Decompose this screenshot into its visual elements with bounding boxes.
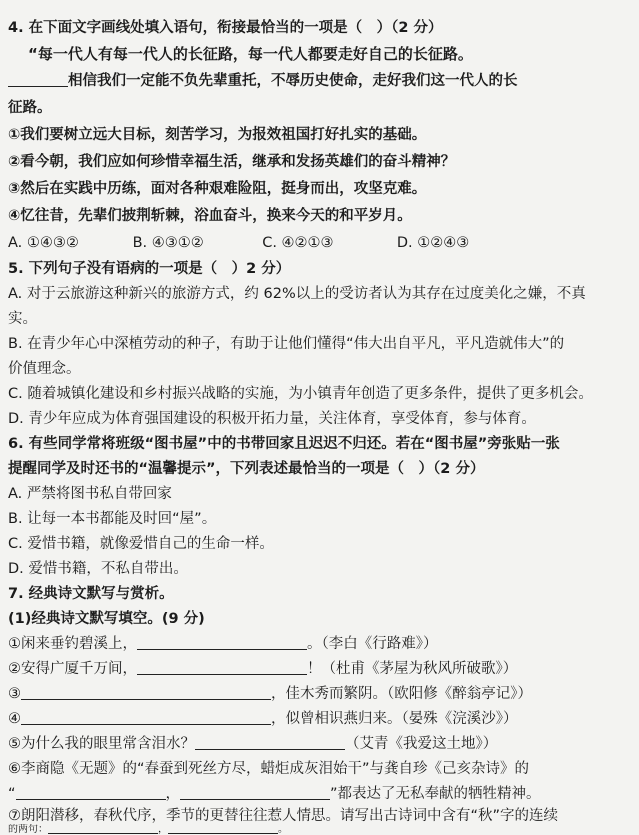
q7-line-6a: ⑥李商隐《无题》的“春蚕到死丝方尽，蜡炬成灰泪始干”与龚自珍《己亥杂诗》的 (8, 761, 530, 777)
q7-line-2 (0, 659, 639, 679)
q4-passage-line-2 (0, 71, 639, 91)
q4-sentence-1: ①我们要树立远大目标，刻苦学习，为报效祖国打好扎实的基础。 (8, 127, 427, 143)
q7-line-7b-pre: 的两句： (8, 824, 48, 835)
q6-option-c[interactable]: C. 爱惜书籍，就像爱惜自己的生命一样。 (8, 536, 274, 552)
q4-sentence-4: ④忆往昔，先辈们披荆斩棘，浴血奋斗，换来今天的和平岁月。 (8, 208, 412, 224)
q4-option-a[interactable]: A. ①④③② (8, 235, 79, 251)
q7-line-3-pre: ③ (8, 686, 21, 702)
q7-blank-4[interactable] (21, 710, 271, 725)
q4-option-d[interactable]: D. ①②④③ (396, 235, 470, 251)
q7-blank-2[interactable] (137, 660, 307, 675)
q7-line-2-post: ！（杜甫《茅屋为秋风所破歌》） (307, 661, 518, 677)
q7-line-2-pre: ②安得广厦千万间， (8, 661, 137, 677)
q7-line-6b-open: “ (8, 786, 16, 802)
q4-sentence-2: ②看今朝，我们应如何珍惜幸福生活，继承和发扬英雄们的奋斗精神？ (8, 154, 456, 170)
q7-blank-7a[interactable] (48, 825, 158, 834)
q4-passage-line-1: “每一代人有每一代人的长征路，每一代人都要走好自己的长征路。 (28, 45, 473, 63)
q7-line-5-post: （艾青《我爱这土地》） (345, 736, 498, 752)
q7-line-7b-post: 。 (278, 824, 288, 835)
q7-blank-1[interactable] (137, 635, 307, 650)
q7-line-1-pre: ①闲来垂钓碧溪上， (8, 636, 137, 652)
q4-option-c[interactable]: C. ④②①③ (262, 235, 334, 251)
q4-answer-blank[interactable] (8, 72, 68, 87)
q7-line-3 (0, 684, 639, 704)
q7-blank-7b[interactable] (168, 825, 278, 834)
q5-stem: 5. 下列句子没有语病的一项是（ ）2 分） (8, 261, 291, 277)
q7-line-7b (0, 824, 639, 835)
q7-line-6b-mid: ， (165, 786, 181, 802)
q5-option-a-line-1[interactable]: A. 对于云旅游这种新兴的旅游方式，约 62%以上的受访者认为其存在过度美化之嫌，不真 (8, 286, 586, 302)
q7-stem: 7. 经典诗文默写与赏析。 (8, 586, 174, 602)
q5-option-a-line-2: 实。 (8, 311, 37, 327)
q7-line-1 (0, 634, 639, 654)
q5-option-d[interactable]: D. 青少年应成为体育强国建设的积极开拓力量，关注体育，享受体育，参与体育。 (8, 411, 536, 427)
q7-blank-6a[interactable] (16, 785, 166, 800)
q4-sentence-3: ③然后在实践中历练，面对各种艰难险阻，挺身而出，攻坚克难。 (8, 181, 427, 197)
q4-passage-text-2: 相信我们一定能不负先辈重托，不辱历史使命，走好我们这一代人的长 (68, 73, 518, 89)
q7-line-3-post: ，佳木秀而繁阴。（欧阳修《醉翁亭记》） (271, 686, 532, 702)
q7-sub-1: (1)经典诗文默写填空。(9 分) (8, 611, 205, 627)
q7-line-7b-mid: ， (158, 824, 168, 835)
q5-option-c[interactable]: C. 随着城镇化建设和乡村振兴战略的实施，为小镇青年创造了更多条件，提供了更多机会。 (8, 386, 593, 402)
q7-blank-3[interactable] (21, 685, 271, 700)
q7-line-7a: ⑦朗阳潜移，春秋代序，季节的更替往往惹人情思。请写出古诗词中含有“秋”字的连续 (8, 808, 559, 824)
q7-line-1-post: 。（李白《行路难》） (307, 636, 438, 652)
q4-options (0, 233, 639, 253)
q6-stem-line-1: 6. 有些同学常将班级“图书屋”中的书带回家且迟迟不归还。若在“图书屋”旁张贴一张 (8, 436, 560, 452)
q7-line-4-post: ，似曾相识燕归来。（晏殊《浣溪沙》） (271, 711, 518, 727)
q7-blank-6b[interactable] (180, 785, 330, 800)
q6-option-b[interactable]: B. 让每一本书都能及时回“屋”。 (8, 511, 217, 527)
q6-stem-line-2: 提醒同学及时还书的“温馨提示”，下列表述最恰当的一项是（ ）（2 分） (8, 461, 485, 477)
q4-stem: 4. 在下面文字画线处填入语句，衔接最恰当的一项是（ ）（2 分） (8, 20, 443, 36)
q7-line-6b-post: ”都表达了无私奉献的牺牲精神。 (330, 786, 541, 802)
q7-line-6b (0, 784, 639, 804)
q5-option-b-line-2: 价值理念。 (8, 361, 81, 377)
q4-passage-line-3: 征路。 (8, 100, 52, 116)
q6-option-a[interactable]: A. 严禁将图书私自带回家 (8, 486, 172, 502)
q5-option-b-line-1[interactable]: B. 在青少年心中深植劳动的种子，有助于让他们懂得“伟大出自平凡，平凡造就伟大”的 (8, 336, 565, 352)
q7-line-5-pre: ⑤为什么我的眼里常含泪水？ (8, 736, 195, 752)
q4-option-b[interactable]: B. ④③①② (132, 235, 204, 251)
q6-option-d[interactable]: D. 爱惜书籍，不私自带出。 (8, 561, 188, 577)
q7-line-5 (0, 734, 639, 754)
q7-blank-5[interactable] (195, 735, 345, 750)
q7-line-4 (0, 709, 639, 729)
q7-line-4-pre: ④ (8, 711, 21, 727)
